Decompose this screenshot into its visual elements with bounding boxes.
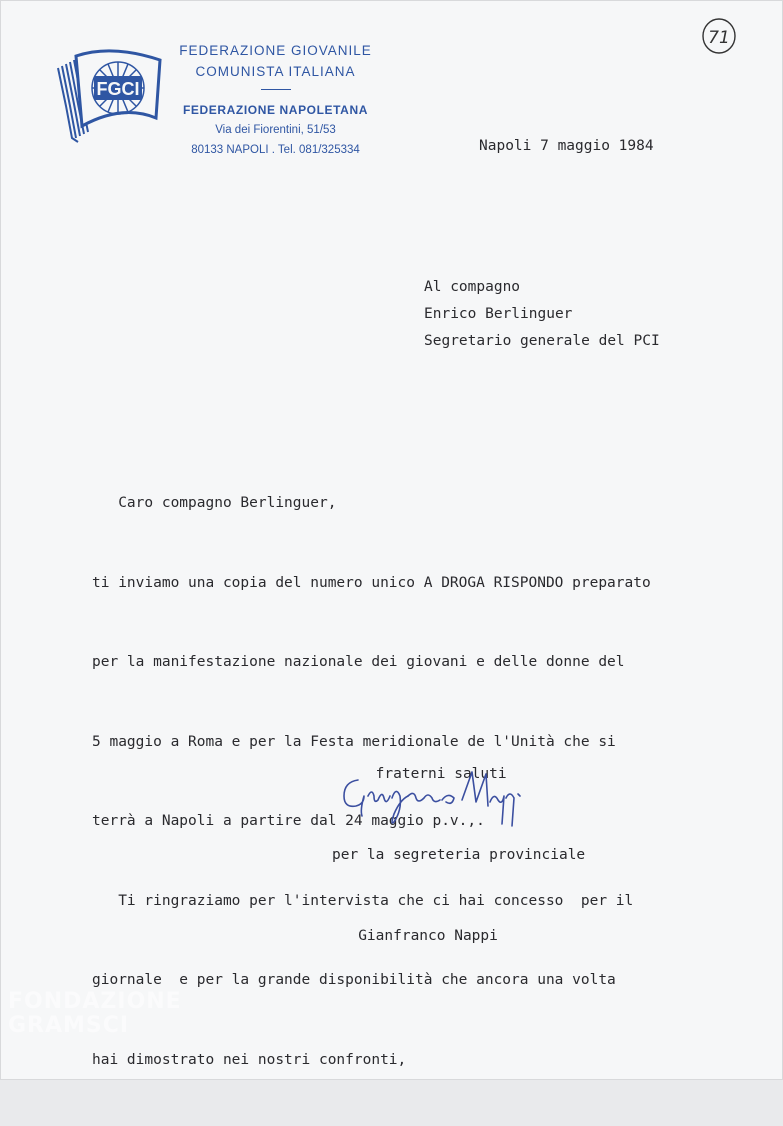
letterhead-divider xyxy=(261,89,291,90)
logo-text: FGCI xyxy=(96,79,140,99)
body-line: terrà a Napoli a partire dal 24 maggio p.v.,. xyxy=(92,813,485,829)
body-line: Ti ringraziamo per l'intervista che ci hai concesso per il xyxy=(92,892,634,909)
archive-watermark xyxy=(8,990,182,1038)
recipient-line3: Segretario generale del PCI xyxy=(424,333,660,349)
recipient-line2: Enrico Berlinguer xyxy=(424,306,573,322)
watermark-line1: FONDAZIONE xyxy=(8,989,182,1014)
body-line: 5 maggio a Roma e per la Festa meridionale de l'Unità che si xyxy=(92,733,616,750)
body-line: per la manifestazione nazionale dei giovani e delle donne del xyxy=(92,654,625,670)
signer-name: Gianfranco Nappi xyxy=(332,928,498,944)
page-number-text: 71 xyxy=(708,28,730,48)
letterhead-org xyxy=(178,40,373,160)
closing-block xyxy=(332,707,585,1004)
handwritten-signature xyxy=(338,766,538,830)
fgci-logo xyxy=(52,46,168,150)
org-name-line1: FEDERAZIONE GIOVANILE xyxy=(179,43,372,58)
body-line: hai dimostrato nei nostri confronti, xyxy=(92,1051,407,1068)
city-phone: 80133 NAPOLI . Tel. 081/325334 xyxy=(191,144,360,156)
recipient-address xyxy=(424,274,660,355)
watermark-line2: GRAMSCI xyxy=(8,1013,130,1038)
recipient-line1: Al compagno xyxy=(424,279,521,295)
body-line: ti inviamo una copia del numero unico A DROGA RISPONDO preparato xyxy=(92,574,651,591)
org-name-line2: COMUNISTA ITALIANA xyxy=(195,64,356,79)
federation-name: FEDERAZIONE NAPOLETANA xyxy=(183,103,368,117)
body-line: giornale e per la grande disponibilità che ancora una volta xyxy=(92,972,616,988)
page-number-annotation xyxy=(700,16,738,56)
letter-date: Napoli 7 maggio 1984 xyxy=(479,138,654,154)
closing-role: per la segreteria provinciale xyxy=(332,847,586,863)
closing-greeting: fraterni saluti xyxy=(332,766,507,782)
salutation: Caro compagno Berlinguer, xyxy=(92,495,337,511)
street-address: Via dei Fiorentini, 51/53 xyxy=(215,124,336,136)
